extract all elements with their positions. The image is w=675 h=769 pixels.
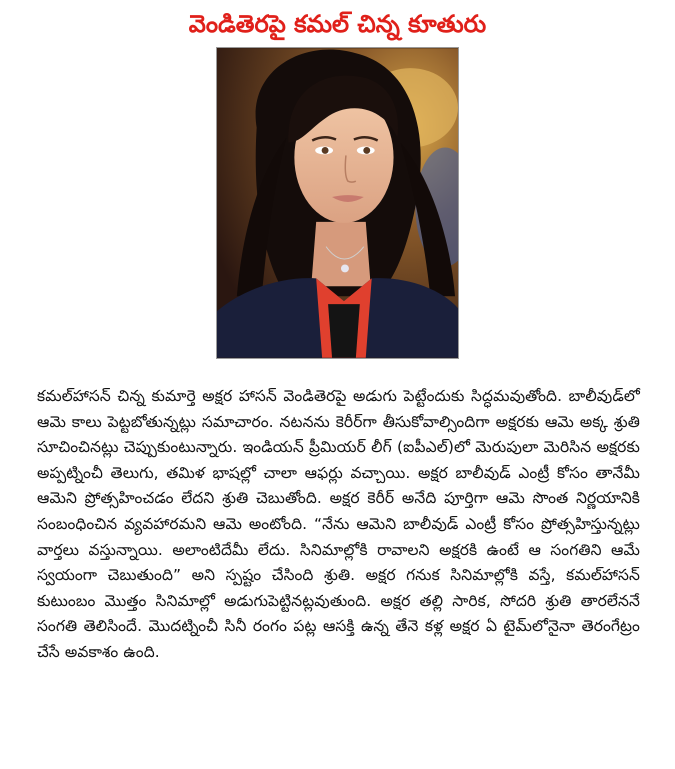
page-title: వెండితెరపై కమల్ చిన్న కూతురు	[188, 10, 487, 38]
portrait-image	[217, 48, 458, 358]
article-photo	[216, 47, 459, 359]
article-body: కమల్‌హాసన్ చిన్న కుమార్తె అక్షర హాసన్ వెండితెరపై అడుగు పెట్టేందుకు సిద్ధమవుతోంది. బాలీవుడ్‌లో ఆమె కాలు పెట్టబోతున్నట్లు సమాచారం. నటనను కెరీర్‌గా తీసుకోవాల్సిందిగా అక్షరకు ఆమె అక్క శ్రుతి సూచించినట్లు చెప్పుకుంటున్నారు. ఇండియన్ ప్రీమియర్ లీగ్ (ఐపీఎల్)లో మెరుపులా మెరిసిన అక్షరకు అప్పట్నించీ తెలుగు, తమిళ భాషల్లో చాలా ఆఫర్లు వచ్చాయి. అక్షర బాలీవుడ్ ఎంట్రీ కోసం తానేమీ ఆమెని ప్రోత్సహించడం లేదని శ్రుతి చెబుతోంది. అక్షర కెరీర్ అనేది పూర్తిగా ఆమె సొంత నిర్ణయానికి సంబంధించిన వ్యవహారమని ఆమె అంటోంది. “నేను ఆమెని బాలీవుడ్ ఎంట్రీ కోసం ప్రోత్సహిస్తున్నట్లు వార్తలు వస్తున్నాయి. అలాంటిదేమీ లేదు. సినిమాల్లోకి రావాలని అక్షరకి ఉంటే ఆ సంగతిని ఆమే స్వయంగా చెబుతుంది” అని స్పష్టం చేసింది శ్రుతి. అక్షర గనుక సినిమాల్లోకి వస్తే, కమల్‌హాసన్ కుటుంబం మొత్తం సినిమాల్లో అడుగుపెట్టినట్లవుతుంది. అక్షర తల్లి సారిక, సోదరి శ్రుతి తారలేననే సంగతి తెలిసిందే. మొదట్నించీ సినీ రంగం పట్ల ఆసక్తి ఉన్న తేనె కళ్ల అక్షర ఏ టైమ్‌లోనైనా తెరంగేట్రం చేసే అవకాశం ఉంది.	[37, 387, 640, 661]
